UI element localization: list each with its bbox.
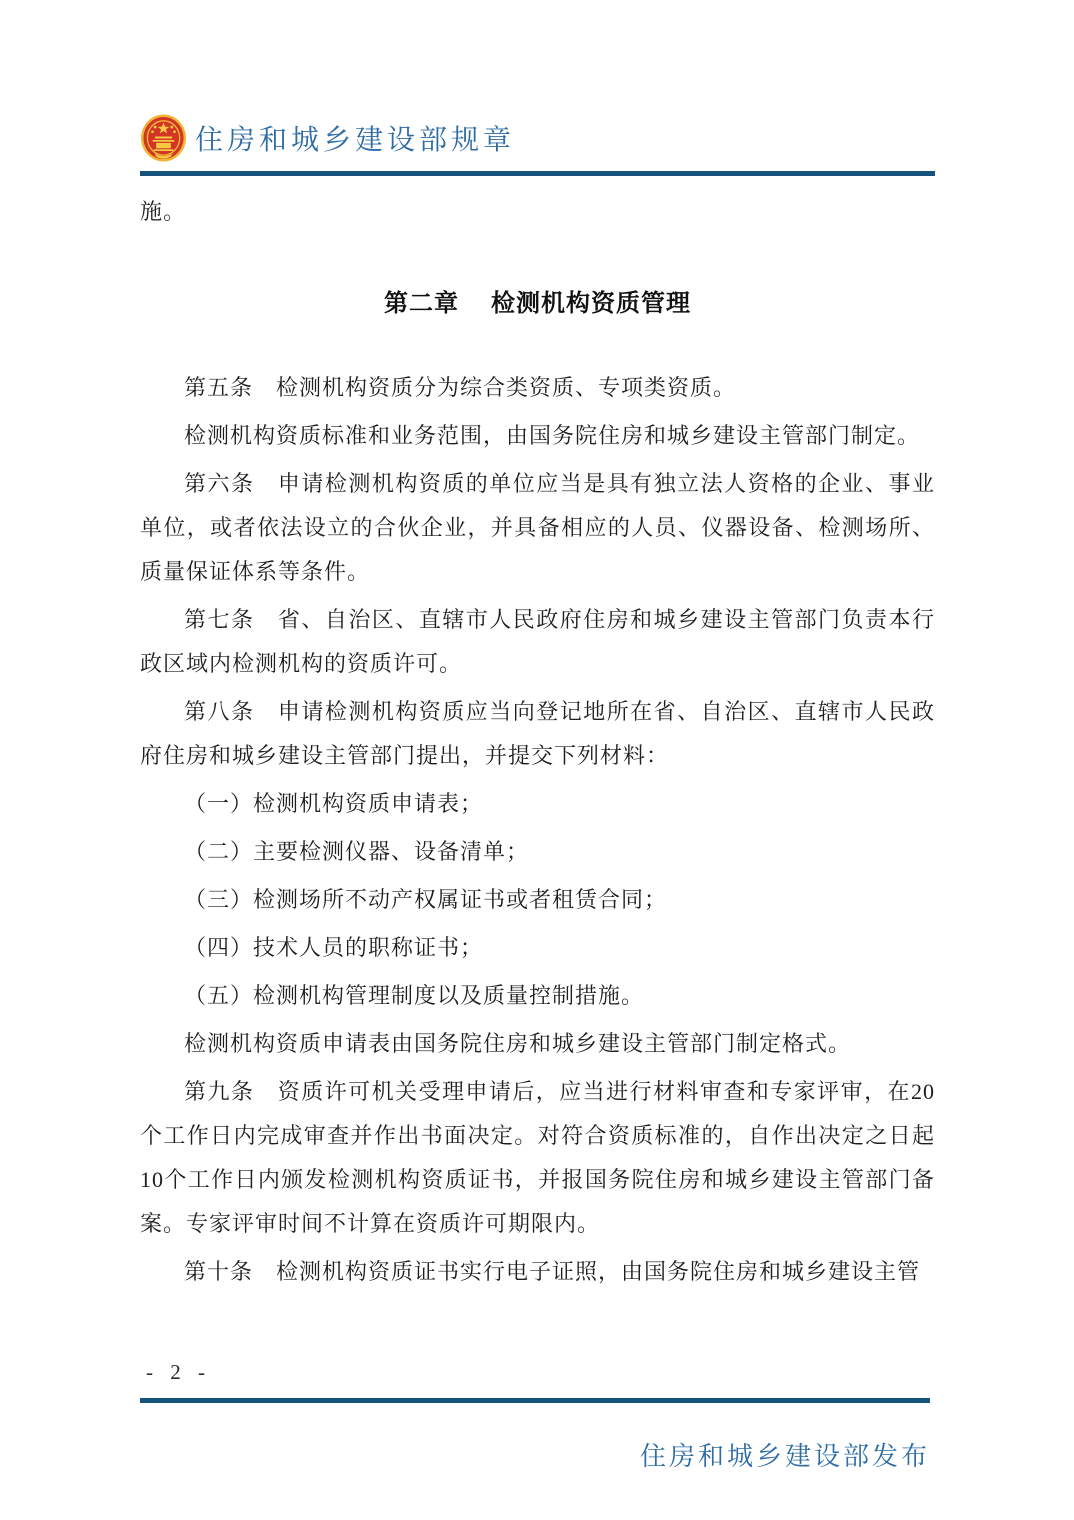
body-paragraph: 第五条 检测机构资质分为综合类资质、专项类资质。: [184, 375, 737, 400]
chapter-title: 检测机构资质管理: [491, 289, 691, 317]
page-number: - 2 -: [146, 1360, 211, 1384]
body-paragraph: 第七条 省、自治区、直辖市人民政府住房和城乡建设主管部门负责本行政区域内检测机构的资质许可。: [140, 607, 935, 676]
header-divider: [140, 171, 935, 176]
national-emblem-icon: [140, 113, 187, 163]
body-paragraph: 第九条 资质许可机关受理申请后，应当进行材料审查和专家评审，在20个工作日内完成审查并作出书面决定。对符合资质标准的，自作出决定之日起10个工作日内颁发检测机构资质证书，并报国务院住房和城乡建设主管部门备案。专家评审时间不计算在资质许可期限内。: [140, 1079, 935, 1236]
continuation-paragraph: 施。: [140, 199, 187, 224]
footer-divider: [140, 1398, 930, 1403]
publisher-label: 住房和城乡建设部发布: [639, 1442, 930, 1471]
body-paragraph: 检测机构资质标准和业务范围，由国务院住房和城乡建设主管部门制定。: [184, 423, 921, 448]
page-header: [140, 113, 935, 163]
body-paragraph: 第十条 检测机构资质证书实行电子证照，由国务院住房和城乡建设主管: [184, 1259, 921, 1284]
body-paragraph: 检测机构资质申请表由国务院住房和城乡建设主管部门制定格式。: [184, 1031, 852, 1056]
list-item: （一）检测机构资质申请表；: [184, 791, 484, 816]
list-item: （二）主要检测仪器、设备清单；: [184, 839, 530, 864]
header-title: 住房和城乡建设部规章: [195, 125, 516, 156]
list-item: （五）检测机构管理制度以及质量控制措施。: [184, 983, 645, 1008]
list-item: （三）检测场所不动产权属证书或者租赁合同；: [184, 887, 668, 912]
document-body: [140, 190, 935, 1298]
list-item: （四）技术人员的职称证书；: [184, 935, 484, 960]
chapter-label: 第二章: [384, 289, 459, 317]
chapter-heading: [140, 286, 935, 320]
body-paragraph: 第六条 申请检测机构资质的单位应当是具有独立法人资格的企业、事业单位，或者依法设立的合伙企业，并具备相应的人员、仪器设备、检测场所、质量保证体系等条件。: [140, 471, 935, 584]
body-paragraph: 第八条 申请检测机构资质应当向登记地所在省、自治区、直辖市人民政府住房和城乡建设主管部门提出，并提交下列材料：: [140, 699, 935, 768]
